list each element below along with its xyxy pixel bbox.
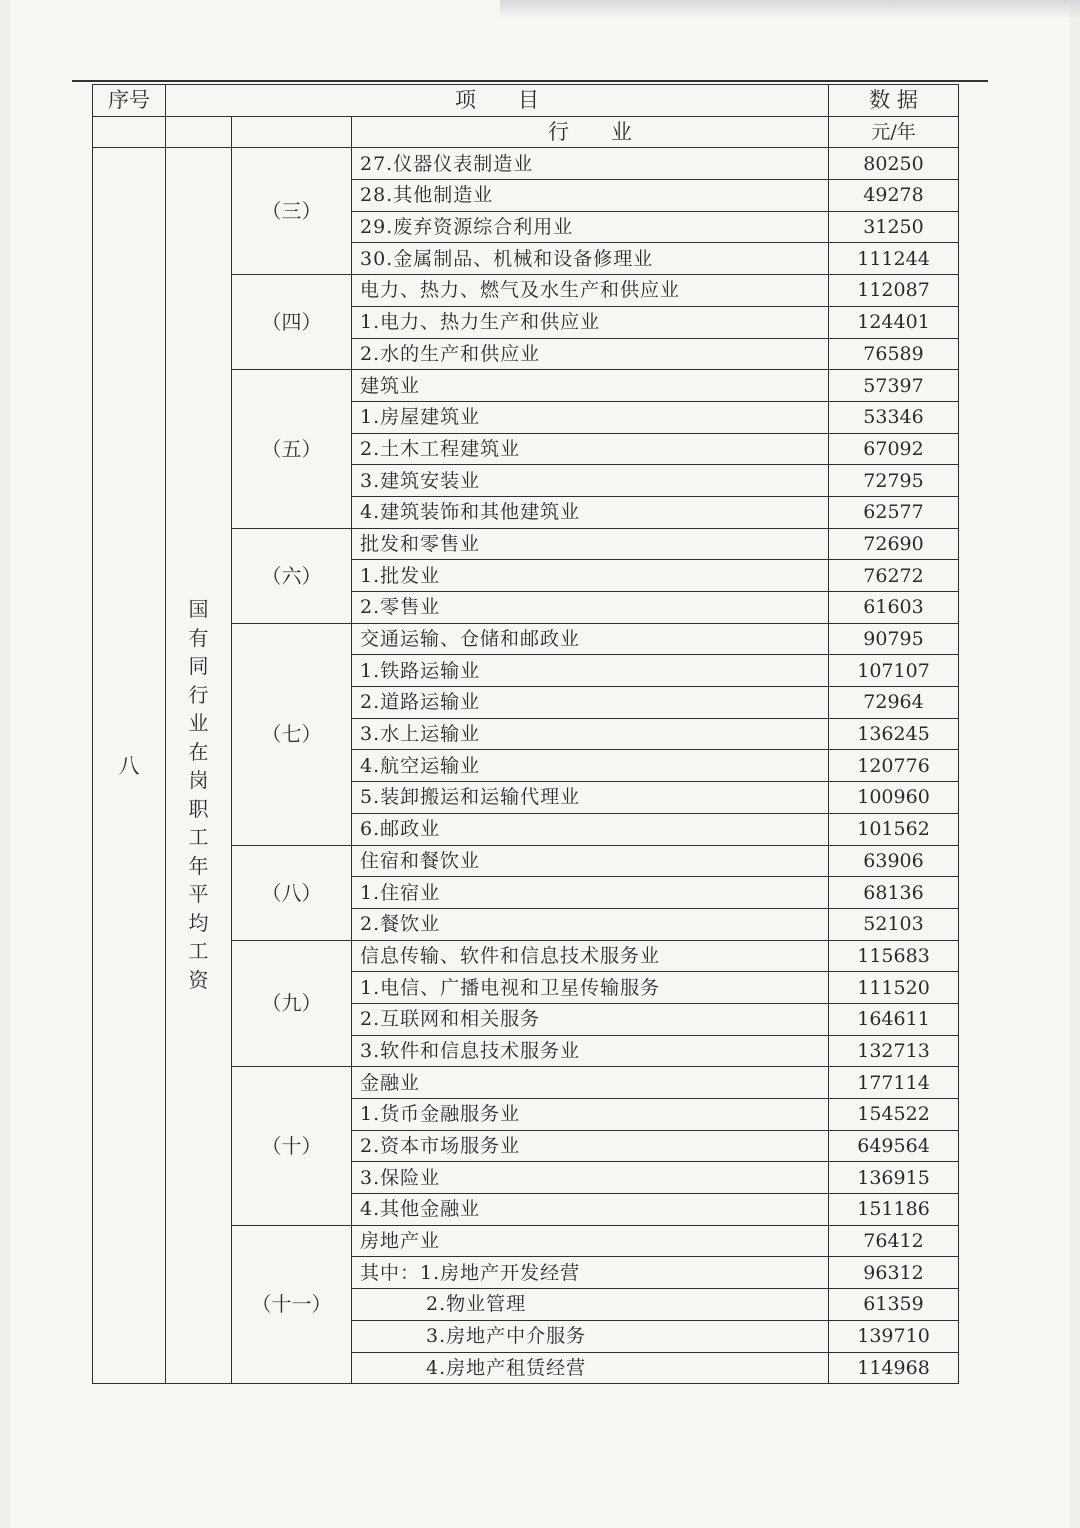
category-label: （十）: [232, 1067, 352, 1225]
industry-header: 行 业: [352, 116, 829, 148]
industry-name: 1.电信、广播电视和卫星传输服务: [352, 972, 829, 1004]
section-title: 国有同行业在岗职工年平均工资: [188, 597, 209, 992]
wage-value: 80250: [829, 148, 959, 180]
industry-name: 5.装卸搬运和运输代理业: [352, 782, 829, 814]
table-top-rule: [72, 80, 988, 82]
wage-value: 120776: [829, 750, 959, 782]
wage-value: 76272: [829, 560, 959, 592]
wage-value: 649564: [829, 1130, 959, 1162]
seq-header: 序号: [93, 85, 166, 117]
industry-name: 2.土木工程建筑业: [352, 433, 829, 465]
item-header: 项 目: [166, 85, 829, 117]
wage-value: 100960: [829, 782, 959, 814]
wage-value: 62577: [829, 496, 959, 528]
industry-name: 3.房地产中介服务: [352, 1320, 829, 1352]
industry-name: 交通运输、仓储和邮政业: [352, 623, 829, 655]
industry-name: 3.建筑安装业: [352, 465, 829, 497]
industry-name: 28.其他制造业: [352, 180, 829, 212]
wage-value: 72795: [829, 465, 959, 497]
category-label: （九）: [232, 940, 352, 1067]
table-row: [93, 148, 959, 180]
industry-name: 建筑业: [352, 370, 829, 402]
wage-value: 114968: [829, 1352, 959, 1384]
industry-name: 3.水上运输业: [352, 718, 829, 750]
category-label: （八）: [232, 845, 352, 940]
header-blank-1: [93, 116, 166, 148]
industry-name: 29.废弃资源综合利用业: [352, 211, 829, 243]
header-blank-2: [166, 116, 232, 148]
industry-name: 金融业: [352, 1067, 829, 1099]
wage-value: 76412: [829, 1225, 959, 1257]
industry-name: 4.航空运输业: [352, 750, 829, 782]
header-blank-3: [232, 116, 352, 148]
industry-name: 2.餐饮业: [352, 908, 829, 940]
wage-value: 67092: [829, 433, 959, 465]
wage-value: 136915: [829, 1162, 959, 1194]
industry-name: 2.零售业: [352, 592, 829, 624]
wage-value: 111244: [829, 243, 959, 275]
category-label: （三）: [232, 148, 352, 275]
category-label: （七）: [232, 623, 352, 845]
wage-value: 72690: [829, 528, 959, 560]
header-row-2: [93, 116, 959, 148]
category-label: （四）: [232, 275, 352, 370]
industry-name: 住宿和餐饮业: [352, 845, 829, 877]
industry-name: 4.其他金融业: [352, 1194, 829, 1226]
wage-value: 90795: [829, 623, 959, 655]
wage-value: 61603: [829, 592, 959, 624]
industry-name: 2.物业管理: [352, 1289, 829, 1321]
unit-header: 元/年: [829, 116, 959, 148]
wage-value: 107107: [829, 655, 959, 687]
wage-value: 112087: [829, 275, 959, 307]
category-label: （十一）: [232, 1225, 352, 1383]
wage-value: 72964: [829, 687, 959, 719]
category-label: （五）: [232, 370, 352, 528]
wage-value: 164611: [829, 1003, 959, 1035]
industry-name: 电力、热力、燃气及水生产和供应业: [352, 275, 829, 307]
section-title-cell: [166, 148, 232, 1384]
wage-value: 136245: [829, 718, 959, 750]
industry-name: 4.房地产租赁经营: [352, 1352, 829, 1384]
industry-name: 30.金属制品、机械和设备修理业: [352, 243, 829, 275]
wage-value: 52103: [829, 908, 959, 940]
industry-name: 27.仪器仪表制造业: [352, 148, 829, 180]
industry-name: 1.房屋建筑业: [352, 401, 829, 433]
industry-name: 2.互联网和相关服务: [352, 1003, 829, 1035]
wage-value: 154522: [829, 1099, 959, 1131]
industry-name: 房地产业: [352, 1225, 829, 1257]
industry-name: 2.水的生产和供应业: [352, 338, 829, 370]
wage-value: 139710: [829, 1320, 959, 1352]
industry-name: 6.邮政业: [352, 813, 829, 845]
wage-value: 111520: [829, 972, 959, 1004]
industry-name: 1.铁路运输业: [352, 655, 829, 687]
industry-name: 1.批发业: [352, 560, 829, 592]
wage-value: 61359: [829, 1289, 959, 1321]
wage-value: 124401: [829, 306, 959, 338]
wage-value: 115683: [829, 940, 959, 972]
industry-name: 2.道路运输业: [352, 687, 829, 719]
wage-value: 49278: [829, 180, 959, 212]
industry-name: 1.电力、热力生产和供应业: [352, 306, 829, 338]
data-header: 数 据: [829, 85, 959, 117]
section-number: 八: [93, 148, 166, 1384]
industry-name: 1.货币金融服务业: [352, 1099, 829, 1131]
wage-value: 151186: [829, 1194, 959, 1226]
industry-name: 1.住宿业: [352, 877, 829, 909]
wage-value: 53346: [829, 401, 959, 433]
header-row-1: [93, 85, 959, 117]
industry-name: 3.保险业: [352, 1162, 829, 1194]
industry-name: 批发和零售业: [352, 528, 829, 560]
wage-value: 68136: [829, 877, 959, 909]
wage-value: 57397: [829, 370, 959, 402]
paper-edge-shadow: [500, 0, 1080, 18]
industry-name: 3.软件和信息技术服务业: [352, 1035, 829, 1067]
industry-name: 4.建筑装饰和其他建筑业: [352, 496, 829, 528]
wage-value: 31250: [829, 211, 959, 243]
industry-name: 信息传输、软件和信息技术服务业: [352, 940, 829, 972]
wage-value: 132713: [829, 1035, 959, 1067]
wage-value: 177114: [829, 1067, 959, 1099]
industry-name: 2.资本市场服务业: [352, 1130, 829, 1162]
wage-value: 96312: [829, 1257, 959, 1289]
wage-value: 76589: [829, 338, 959, 370]
category-label: （六）: [232, 528, 352, 623]
wage-value: 63906: [829, 845, 959, 877]
wage-value: 101562: [829, 813, 959, 845]
industry-name: 其中：1.房地产开发经营: [352, 1257, 829, 1289]
wage-table: [92, 84, 959, 1384]
